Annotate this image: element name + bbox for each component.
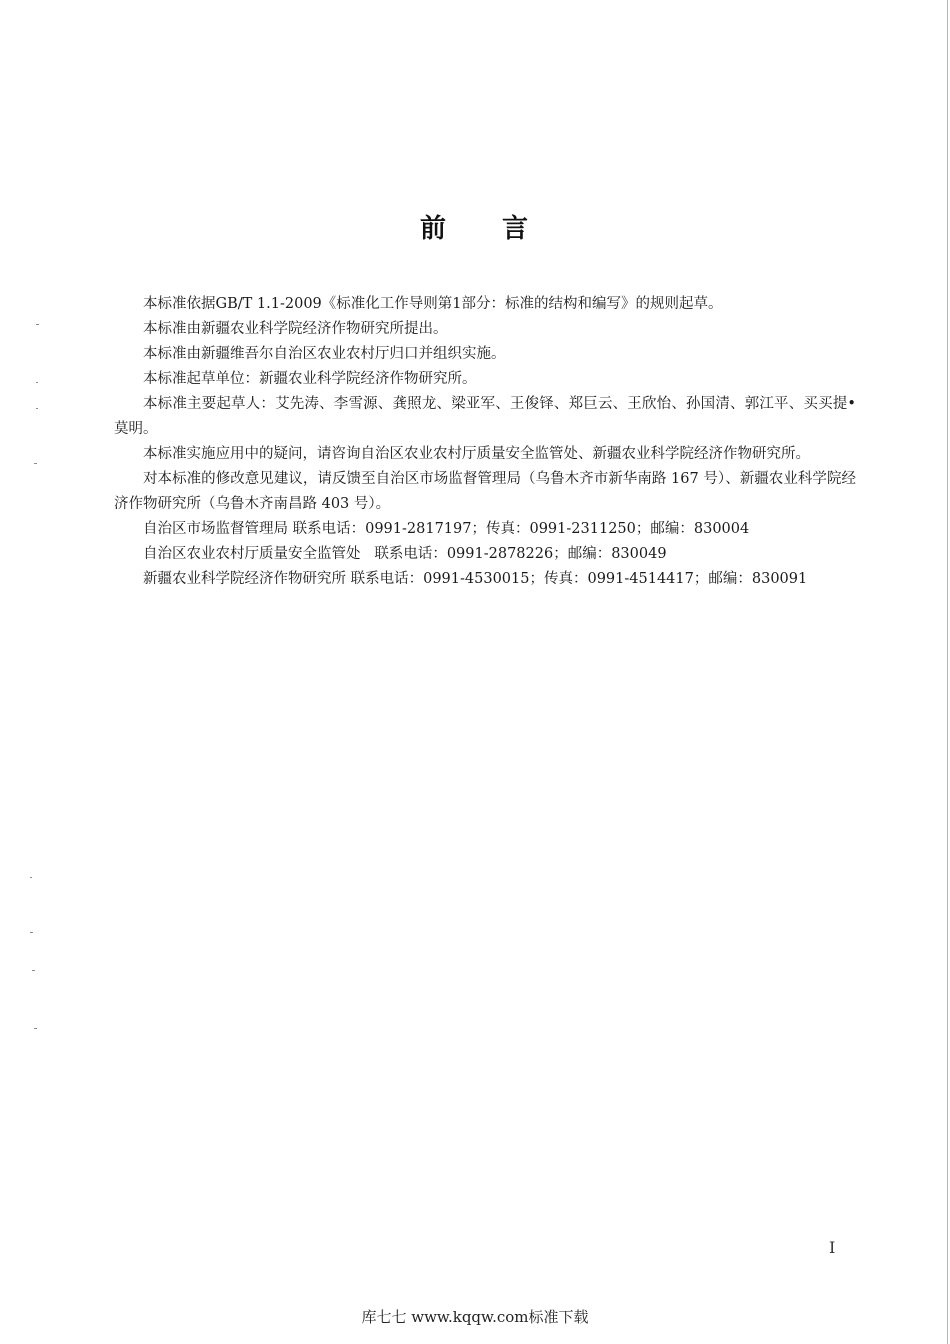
paragraph-drafting-unit: 本标准起草单位：新疆农业科学院经济作物研究所。	[143, 371, 477, 387]
page-title	[0, 208, 950, 245]
scan-speck	[36, 408, 38, 409]
paragraph-proposer: 本标准由新疆农业科学院经济作物研究所提出。	[143, 321, 448, 337]
scan-speck	[32, 970, 35, 971]
foreword-body	[114, 292, 856, 592]
scan-speck	[34, 1028, 37, 1029]
paragraph-administrator: 本标准由新疆维吾尔自治区农业农村厅归口并组织实施。	[143, 346, 506, 362]
paragraph-basis: 本标准依据GB/T 1.1-2009《标准化工作导则第1部分：标准的结构和编写》的规则起草。	[143, 296, 723, 312]
footer-watermark: 库七七 www.kqqw.com标准下载	[361, 1308, 589, 1326]
scan-edge-line	[947, 0, 948, 1344]
page-number: I	[829, 1238, 836, 1257]
contact-research-institute: 新疆农业科学院经济作物研究所 联系电话：0991-4530015；传真：0991-4514417；邮编：830091	[143, 571, 808, 587]
title-char-2: 言	[502, 214, 531, 244]
scan-speck	[30, 932, 33, 933]
paragraph-inquiries: 本标准实施应用中的疑问，请咨询自治区农业农村厅质量安全监管处、新疆农业科学院经济作物研究所。	[143, 446, 810, 462]
contact-agriculture-dept: 自治区农业农村厅质量安全监管处 联系电话：0991-2878226；邮编：830049	[143, 546, 667, 562]
scan-speck	[30, 877, 32, 878]
scan-speck	[34, 463, 37, 464]
contact-market-supervision: 自治区市场监督管理局 联系电话：0991-2817197；传真：0991-2311250；邮编：830004	[143, 521, 750, 537]
scan-speck	[36, 382, 38, 383]
paragraph-drafters: 本标准主要起草人：艾先涛、李雪源、龚照龙、梁亚军、王俊铎、郑巨云、王欣怡、孙国清、郭江平、买买提•莫明。	[114, 396, 856, 437]
paragraph-feedback: 对本标准的修改意见建议，请反馈至自治区市场监督管理局（乌鲁木齐市新华南路 167 号）、新疆农业科学院经济作物研究所（乌鲁木齐南昌路 403 号）。	[114, 471, 856, 512]
title-char-1: 前	[419, 214, 448, 244]
scan-speck	[36, 324, 39, 325]
